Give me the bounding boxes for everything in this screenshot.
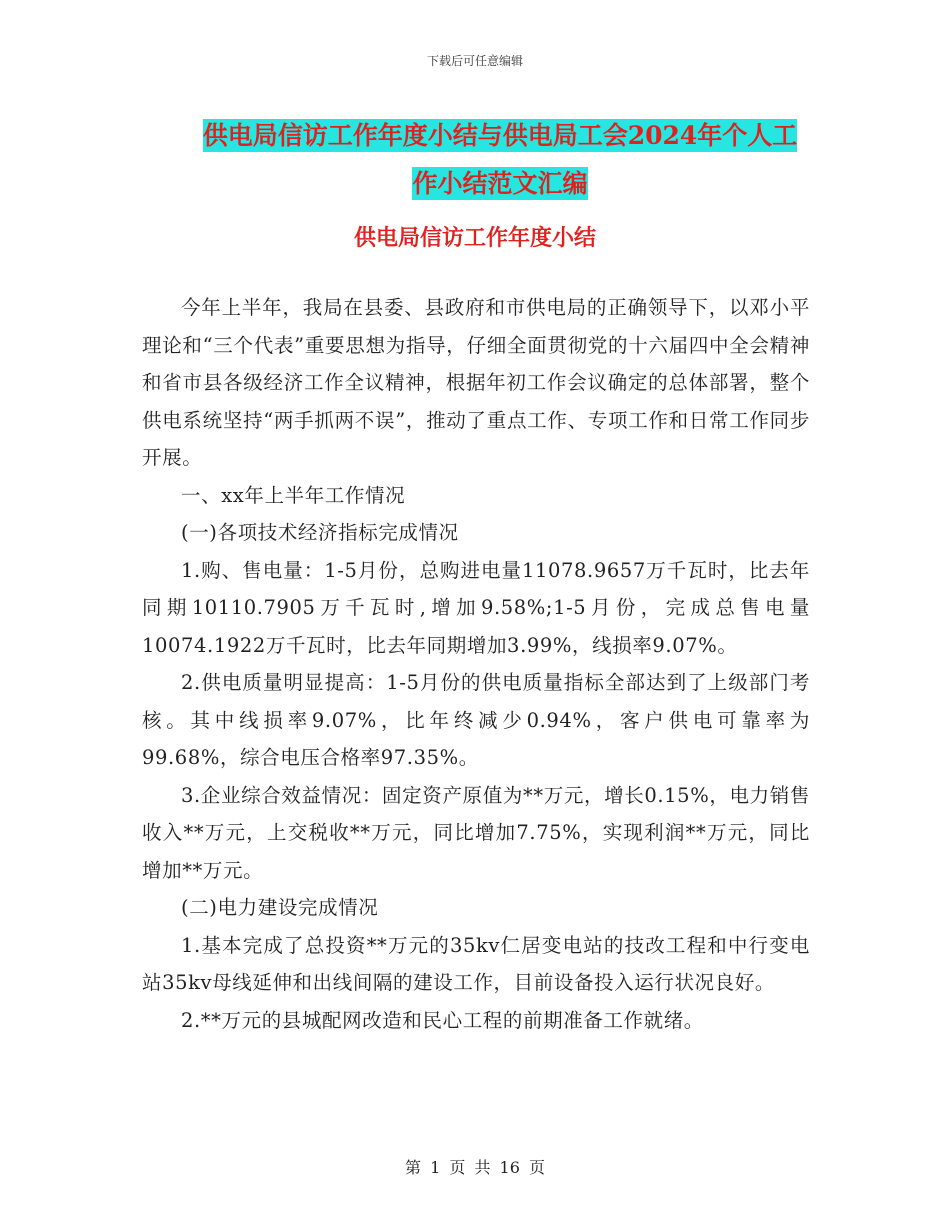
document-title-line1: 供电局信访工作年度小结与供电局工会2024年个人工: [202, 121, 798, 150]
heading-indicators: (一)各项技术经济指标完成情况: [181, 521, 459, 544]
section-title: 供电局信访工作年度小结: [353, 225, 596, 251]
paragraph-economic-benefit: 3.企业综合效益情况：固定资产原值为**万元，增长0.15%，电力销售收入**万元，上交税收**万元，同比增加7.75%，实现利润**万元，同比增加**万元。: [142, 783, 810, 882]
paragraph-electricity-volume: 1.购、售电量：1-5月份，总购进电量11078.9657万千瓦时，比去年同期10110.7905万千瓦时,增加9.58%;1-5月份，完成总售电量10074.1922万千瓦时，比去年同期增加3.99%，线损率9.07%。: [142, 558, 810, 657]
heading-construction: (二)电力建设完成情况: [181, 896, 379, 919]
document-title-line2: 作小结范文汇编: [412, 169, 588, 198]
header-note: 下载后可任意编辑: [426, 54, 523, 68]
paragraph-intro: 今年上半年，我局在县委、县政府和市供电局的正确领导下，以邓小平理论和“三个代表”重要思想为指导，仔细全面贯彻党的十六届四中全会精神和省市县各级经济工作全议精神，根据年初工作会议确定的总体部署，整个供电系统坚持“两手抓两不误”，推动了重点工作、专项工作和日常工作同步开展。: [142, 296, 810, 469]
heading-work-status: 一、xx年上半年工作情况: [181, 483, 406, 507]
document-title: [140, 112, 860, 208]
page-number: 第 1 页 共 16 页: [405, 1158, 545, 1177]
paragraph-supply-quality: 2.供电质量明显提高：1-5月份的供电质量指标全部达到了上级部门考核。其中线损率9.07%，比年终减少0.94%，客户供电可靠率为99.68%，综合电压合格率97.35%。: [142, 671, 810, 769]
document-body: [142, 289, 810, 1039]
paragraph-grid-renovation: 2.**万元的县城配网改造和民心工程的前期准备工作就绪。: [181, 1008, 704, 1032]
paragraph-substation-project: 1.基本完成了总投资**万元的35kv仁居变电站的技改工程和中行变电站35kv母线延伸和出线间隔的建设工作，目前设备投入运行状况良好。: [142, 933, 810, 994]
